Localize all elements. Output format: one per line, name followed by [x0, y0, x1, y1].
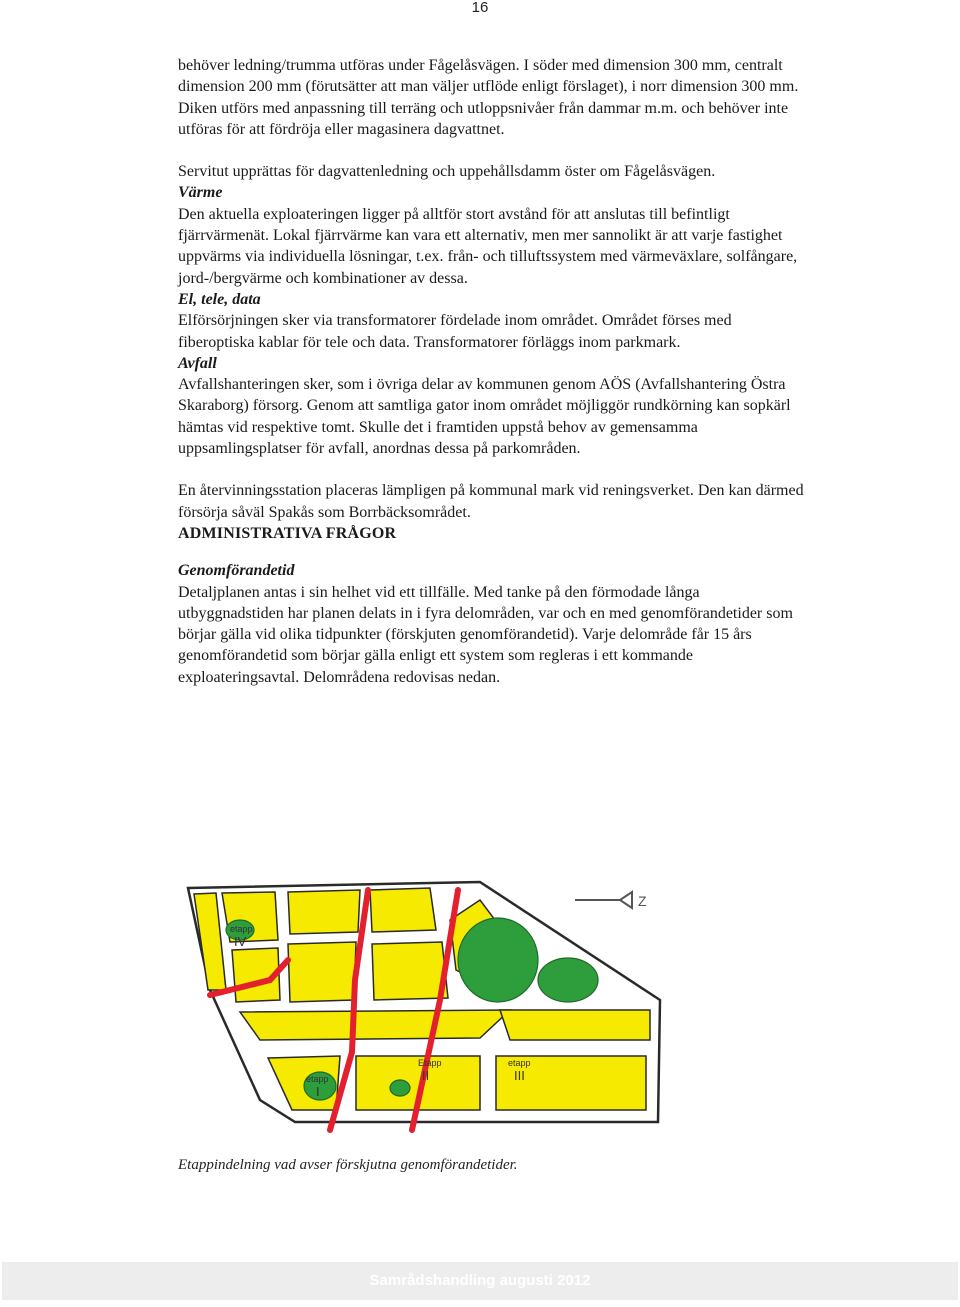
plot-block — [500, 1010, 650, 1040]
plot-block — [372, 942, 448, 1000]
document-body — [178, 55, 808, 688]
paragraph-varme: Den aktuella exploateringen ligger på alltför stort avstånd för att anslutas till befintligt fjärrvärmenät. Lokal fjärrvärme kan vara ett alternativ, men mer sannolikt är att varje fastighet uppvärms via individuella lösningar, t.ex. från- och tilluftssystem med värmeväxlare, solfångare, jord-/bergvärme och kombinationer av dessa. — [178, 205, 798, 287]
footer-bar — [2, 1262, 958, 1300]
plot-block — [370, 888, 436, 932]
paragraph-genomforandetid: Detaljplanen antas i sin helhet vid ett tillfälle. Med tanke på den förmodade långa utbyggnadstiden har planen delats in i fyra delområden, var och en med genomförandetider som börjar gälla vid olika tidpunkter (förskjuten genomförandetid). Varje delområde får 15 års genomförandetid som börjar gälla enligt ett system som regleras i ett kommande exploateringsavtal. Delområdena redovisas nedan. — [178, 583, 793, 686]
park-area — [538, 958, 598, 1002]
paragraph-drainage: behöver ledning/trumma utföras under Fågelåsvägen. I söder med dimension 300 mm, centralt dimension 200 mm (förutsätter att man väljer utflöde enligt förslaget), i norr dimension 300 mm. Diken utförs med anpassning till terräng och utloppsnivåer från dammar m.m. och behöver inte utföras för att fördröja eller magasinera dagvattnet. — [178, 57, 799, 138]
etapp-iv-numeral: IV — [234, 934, 247, 949]
etapp-iv-word: etapp — [230, 924, 253, 934]
heading-varme: Värme — [178, 184, 223, 202]
park-area — [458, 918, 538, 1002]
paragraph-atervinning: En återvinningsstation placeras lämpligen på kommunal mark vid reningsverket. Den kan därmed försörja såväl Spakås som Borrbäcksområdet. — [178, 482, 804, 521]
paragraph-servitut: Servitut upprättas för dagvattenledning och uppehållsdamm öster om Fågelåsvägen. — [178, 163, 716, 181]
plot-block — [288, 890, 360, 934]
north-arrow — [575, 892, 647, 909]
heading-genomforandetid: Genomförandetid — [178, 562, 295, 580]
plot-block — [240, 1010, 510, 1040]
heading-el-tele-data: El, tele, data — [178, 290, 261, 308]
footer-text: Samrådshandling augusti 2012 — [369, 1272, 591, 1289]
north-arrow-label: Z — [638, 893, 647, 909]
etapp-ii-word: Etapp — [418, 1058, 442, 1068]
paragraph-el-tele-data: Elförsörjningen sker via transformatorer fördelade inom området. Området förses med fiberoptiska kablar för tele och data. Transformatorer förläggs inom parkmark. — [178, 312, 732, 351]
section-title-administrativa: ADMINISTRATIVA FRÅGOR — [178, 524, 397, 542]
figure-caption: Etappindelning vad avser förskjutna genomförandetider. — [178, 1157, 518, 1173]
etapp-iii-numeral: III — [514, 1068, 525, 1083]
etapp-i-numeral: I — [316, 1084, 320, 1099]
plot-block — [288, 942, 356, 1002]
paragraph-avfall: Avfallshanteringen sker, som i övriga delar av kommunen genom AÖS (Avfallshantering Östra Skaraborg) försorg. Genom att samtliga gator inom området möjliggör rundkörning kan sopkärl hämtas vid respektive tomt. Skulle det i framtiden uppstå behov av gemensamma uppsamlingsplatser för avfall, anordnas dessa på parkområden. — [178, 376, 791, 458]
etapp-map-svg — [180, 860, 670, 1160]
etapp-map — [180, 860, 670, 1160]
page-number: 16 — [471, 0, 489, 16]
park-area — [390, 1080, 410, 1096]
heading-avfall: Avfall — [178, 354, 217, 372]
etapp-i-word: etapp — [306, 1074, 329, 1084]
etapp-iii-word: etapp — [508, 1058, 531, 1068]
etapp-ii-numeral: II — [422, 1068, 430, 1083]
